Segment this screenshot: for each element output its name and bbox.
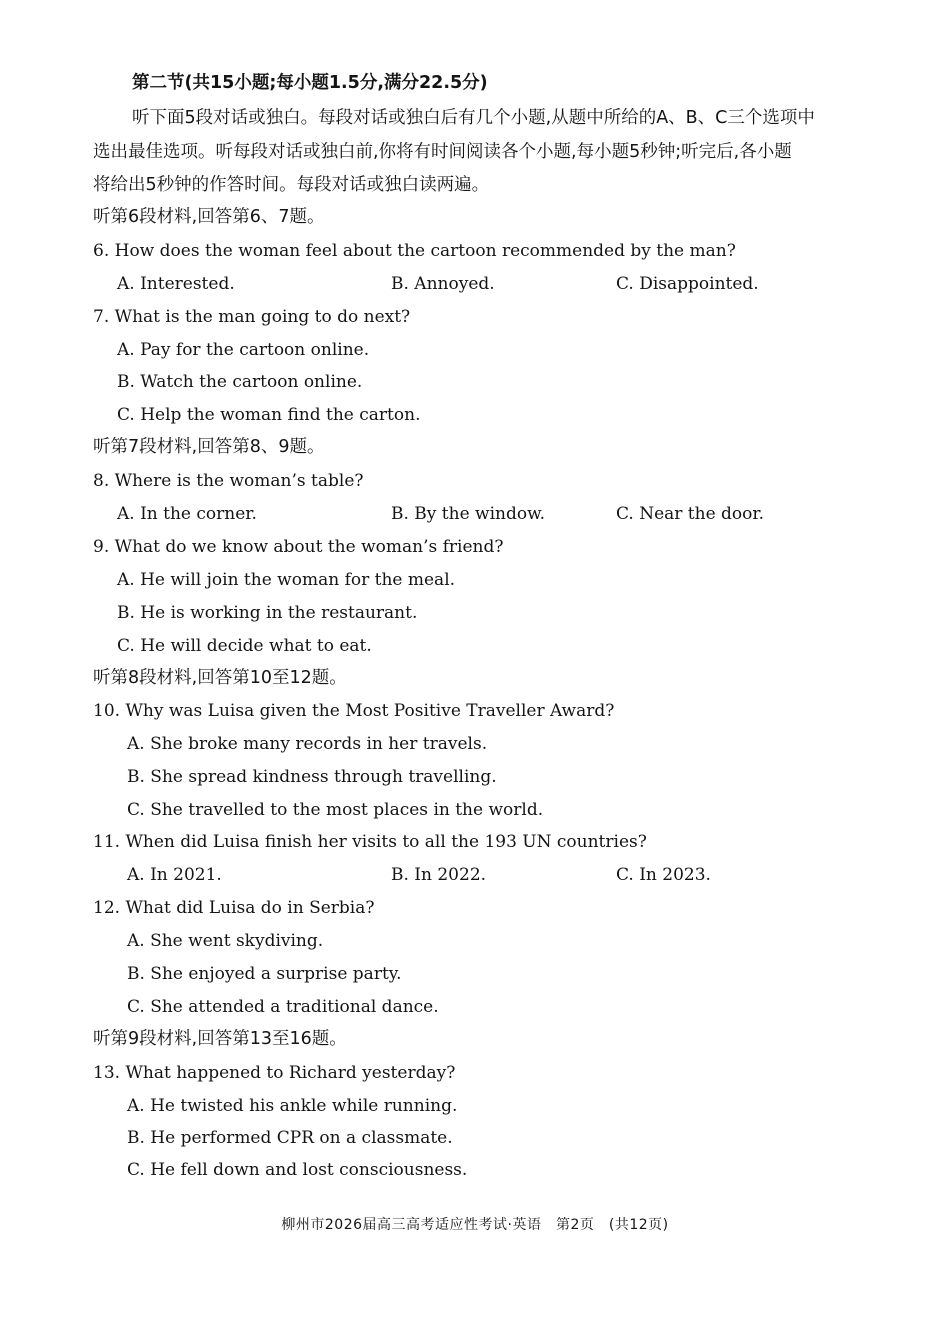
question-13-option-b: B. He performed CPR on a classmate. [127, 1128, 453, 1148]
question-12-option-b: B. She enjoyed a surprise party. [127, 964, 402, 984]
question-9-option-b: B. He is working in the restaurant. [117, 603, 418, 623]
question-10-option-a: A. She broke many records in her travels. [127, 734, 488, 754]
question-9-option-c: C. He will decide what to eat. [117, 636, 372, 656]
question-9-option-a: A. He will join the woman for the meal. [117, 570, 456, 590]
instruction-line-3: 将给出5秒钟的作答时间。每段对话或独白读两遍。 [93, 175, 490, 195]
question-10-option-b: B. She spread kindness through travelling. [127, 767, 497, 787]
question-7: 7. What is the man going to do next? [93, 307, 411, 327]
question-11-option-b: B. In 2022. [391, 865, 487, 885]
question-7-option-b: B. Watch the cartoon online. [117, 372, 363, 392]
question-12-option-c: C. She attended a traditional dance. [127, 997, 439, 1017]
question-13: 13. What happened to Richard yesterday? [93, 1063, 456, 1083]
section-heading: 第二节(共15小题;每小题1.5分,满分22.5分) [132, 73, 488, 93]
instruction-line-2: 选出最佳选项。听每段对话或独白前,你将有时间阅读各个小题,每小题5秒钟;听完后,各小题 [93, 142, 792, 162]
question-13-option-c: C. He fell down and lost consciousness. [127, 1160, 468, 1180]
page-footer: 柳州市2026届高三高考适应性考试·英语 第2页 (共12页) [281, 1217, 669, 1233]
question-8: 8. Where is the woman’s table? [93, 471, 364, 491]
question-6-option-b: B. Annoyed. [391, 274, 495, 294]
question-8-option-b: B. By the window. [391, 504, 546, 524]
group-label-13-16: 听第9段材料,回答第13至16题。 [93, 1029, 347, 1049]
question-12: 12. What did Luisa do in Serbia? [93, 898, 375, 918]
question-10-option-c: C. She travelled to the most places in the world. [127, 800, 544, 820]
question-13-option-a: A. He twisted his ankle while running. [127, 1096, 458, 1116]
question-10: 10. Why was Luisa given the Most Positive Traveller Award? [93, 701, 615, 721]
question-6-option-a: A. Interested. [117, 274, 235, 294]
question-8-option-c: C. Near the door. [616, 504, 765, 524]
question-7-option-c: C. Help the woman find the carton. [117, 405, 421, 425]
group-label-6-7: 听第6段材料,回答第6、7题。 [93, 207, 325, 227]
question-12-option-a: A. She went skydiving. [127, 931, 324, 951]
question-7-option-a: A. Pay for the cartoon online. [117, 340, 370, 360]
group-label-10-12: 听第8段材料,回答第10至12题。 [93, 668, 347, 688]
question-9: 9. What do we know about the woman’s friend? [93, 537, 504, 557]
question-6-option-c: C. Disappointed. [616, 274, 759, 294]
question-6: 6. How does the woman feel about the cartoon recommended by the man? [93, 241, 736, 261]
question-11-option-a: A. In 2021. [127, 865, 222, 885]
question-11-option-c: C. In 2023. [616, 865, 711, 885]
question-8-option-a: A. In the corner. [117, 504, 257, 524]
instruction-line-1: 听下面5段对话或独白。每段对话或独白后有几个小题,从题中所给的A、B、C三个选项中 [132, 108, 815, 128]
question-11: 11. When did Luisa finish her visits to all the 193 UN countries? [93, 832, 647, 852]
group-label-8-9: 听第7段材料,回答第8、9题。 [93, 437, 325, 457]
